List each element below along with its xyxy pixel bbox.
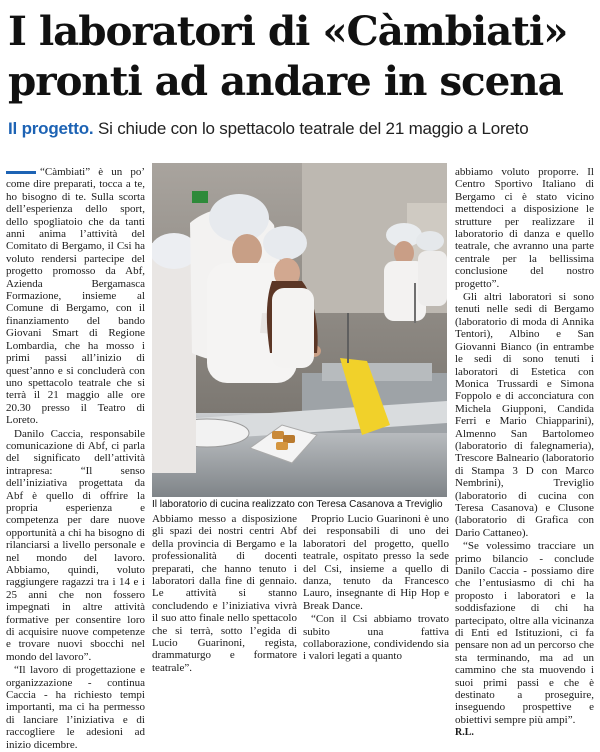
headline — [8, 6, 598, 106]
article-paragraph: “Con il Csi abbiamo trovato subito una fattiva collaborazione, condividendo sia i valori legati a quanto — [303, 613, 449, 663]
article-paragraph: Gli altri laboratori si sono tenuti nelle sedi di Bergamo (laboratorio di moda di Annika Tentori), Albino e San Giovanni Bianco (in entrambe le sedi di sono tenuti i laboratori di Estetica con Monica Trussardi e Simona Foppolo e di acconciatura con Michela Giupponi, Candida Ferri e Mario Chiapparini), Almenno San Bartolomeo (laboratorio di falegnameria), Trescore Balneario (laboratorio di Stampa 3 D con Marco Nembrini), Treviglio (laboratorio di cucina con Teresa Casanova) e Clusone (laboratorio di Grafica con Dario Cattaneo). — [455, 291, 594, 539]
subhead-kicker: Il progetto. — [8, 119, 94, 138]
section-marker — [6, 171, 36, 174]
article-column-4 — [455, 166, 594, 741]
headline-line-1: I laboratori di «Càmbiati» — [8, 7, 568, 55]
article-column-3 — [303, 513, 449, 664]
article-paragraph: “Càmbiati” è un po’ come dire preparati, tocca a te, ho bisogno di te. Sulla scorta dell’esperienza dello sport, dello spogliatoio che da tanti anni anima l’attività del Comitato di Bergamo, il Csi ha voluto rendersi partecipe del progetto promosso da Abf, Azienda Bergamasca Formazione, insieme al Comune di Bergamo, con il finanziamento del bando Giovani Smart di Regione Lombardia, che ha mosso i primi passi all’inizio di quest’anno e si concluderà con uno spettacolo teatrale che si terrà il 21 maggio alle ore 20.30 presso il Teatro di Loreto. — [6, 166, 145, 427]
article-column-1 — [6, 166, 145, 752]
article-column-2 — [152, 513, 297, 675]
kitchen-workshop-photo — [152, 163, 447, 497]
article-paragraph: Proprio Lucio Guarinoni è uno dei responsabili di uno dei laboratori del progetto, quello teatrale, ospitato presso la sede del Csi, insieme a quello di danza, tenuto da Francesco Lauro, insegnante di Hip Hop e Break Dance. — [303, 513, 449, 612]
article-photo — [152, 163, 447, 497]
article-paragraph: abbiamo voluto proporre. Il Centro Sportivo Italiano di Bergamo ci è stato vicino mettendoci a disposizione le strutture per realizzare il laboratorio di danza e quello teatrale, che avranno una parte centrale per la bellissima conclusione del nostro progetto”. — [455, 166, 594, 290]
article-paragraph: Abbiamo messo a disposizione gli spazi dei nostri centri Abf della provincia di Bergamo e la professionalità di docenti preparati, che hanno tenuto i laboratori dalla fine di gennaio. Le attività si stanno concludendo e l’iniziativa vivrà il suo atto finale nello spettacolo che si terrà, sotto l’egida di Lucio Guarinoni, regista, drammaturgo e formatore teatrale”. — [152, 513, 297, 674]
photo-caption: Il laboratorio di cucina realizzato con Teresa Casanova a Treviglio — [152, 499, 443, 510]
article-paragraph: “Il lavoro di progettazione e organizzazione - continua Caccia - ha richiesto tempi importanti, ma ci ha permesso di lanciare l’iniziativa e di raccogliere le adesioni ad inizio dicembre. — [6, 664, 145, 751]
headline-line-2: pronti ad andare in scena — [8, 57, 563, 105]
subheadline — [8, 118, 598, 140]
article-paragraph: “Se volessimo tracciare un primo bilancio - conclude Danilo Caccia - possiamo dire che l’entusiasmo di chi ha proposto i laboratori e la soddisfazione di chi ha partecipato, oltre alla vicinanza di Enti ed Istituzioni, ci fa pensare non ad un percorso che sta terminando, ma ad un cammino che sta muovendo i suoi primi passi e che è destinato a proseguire, inseguendo prospettive e obiettivi sempre più ampi”. — [455, 540, 594, 726]
author-signature: R.L. — [455, 727, 474, 739]
article-paragraph: Danilo Caccia, responsabile comunicazione di Abf, ci parla del significato dell’attività intrapresa: “Il senso dell’iniziativa progettata da Abf è quello di offrire la propria esperienza e competenza per dare nuove opportunità a chi ha bisogno di rilanciarsi a livello personale e nel mondo del lavoro. Abbiamo, quindi, voluto raggiungere ragazzi tra i 14 e i 25 anni che non fossero impegnati in altre attività formative per consentire loro di acquisire nuove competenze e trovare nuovi sbocchi nel mondo del lavoro”. — [6, 427, 145, 663]
subhead-text: Si chiude con lo spettacolo teatrale del 21 maggio a Loreto — [93, 119, 529, 138]
